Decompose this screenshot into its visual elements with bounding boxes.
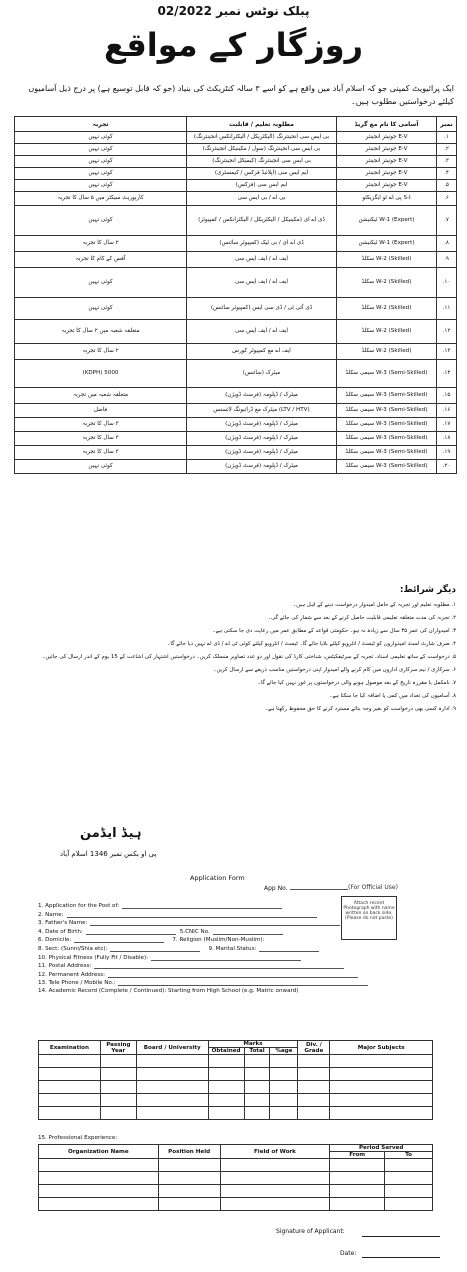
job-qualification: ایف اے / ایف ایس سی bbox=[187, 320, 337, 344]
edu-cell[interactable] bbox=[330, 1068, 433, 1081]
exp-cell[interactable] bbox=[158, 1198, 220, 1211]
job-qualification: میٹرک / ڈپلومہ (فرسٹ ڈویژن) bbox=[187, 432, 337, 446]
job-qualification: میٹرک / ڈپلومہ (فرسٹ ڈویژن) bbox=[187, 460, 337, 474]
form-field-label: 3. Father's Name: bbox=[38, 920, 88, 927]
edu-passing-header: Passing Year bbox=[100, 1041, 136, 1055]
jobs-table-header bbox=[15, 117, 457, 132]
exp-row bbox=[39, 1172, 433, 1185]
edu-cell[interactable] bbox=[100, 1068, 136, 1081]
edu-obtained-header: Obtained bbox=[208, 1048, 244, 1055]
job-qualification: بی ایس سی انجینئرنگ (الیکٹریکل / الیکٹرانکس انجینئرنگ) bbox=[187, 132, 337, 144]
edu-cell[interactable] bbox=[244, 1107, 270, 1120]
form-field-row bbox=[38, 962, 338, 971]
edu-cell[interactable] bbox=[39, 1055, 101, 1068]
job-experience: متعلقہ شعبہ میں تجربہ bbox=[15, 388, 187, 404]
job-number: ۱۳. bbox=[437, 344, 457, 360]
exp-row bbox=[39, 1159, 433, 1172]
exp-cell[interactable] bbox=[39, 1198, 159, 1211]
exp-cell[interactable] bbox=[330, 1185, 385, 1198]
job-number: ۱۷. bbox=[437, 418, 457, 432]
app-no-label bbox=[264, 884, 348, 892]
exp-cell[interactable] bbox=[39, 1159, 159, 1172]
job-number: ۹. bbox=[437, 252, 457, 268]
job-number: ۷. bbox=[437, 206, 457, 236]
job-experience: کوئی نہیں bbox=[15, 156, 187, 168]
form-field-input[interactable] bbox=[151, 954, 301, 961]
col-number: نمبر bbox=[437, 117, 457, 132]
job-qualification: ڈی اے ای / بی ٹیک (کمپیوٹر سائنس) bbox=[187, 236, 337, 252]
job-experience: کوئی نہیں bbox=[15, 206, 187, 236]
notice-number: پبلک نوٹس نمبر 02/2022 bbox=[157, 4, 310, 18]
job-experience: 5000 (KDPH) bbox=[15, 360, 187, 388]
edu-cell[interactable] bbox=[270, 1107, 298, 1120]
form-field-row bbox=[38, 911, 338, 920]
conditions-title: دیگر شرائط: bbox=[399, 585, 456, 595]
edu-cell[interactable] bbox=[270, 1068, 298, 1081]
condition-item: ۶. سرکاری / نیم سرکاری اداروں میں کام کرنے والے امیدوار اپنی درخواستیں مناسب ذریعے سے ارسال کریں۔ bbox=[213, 667, 456, 673]
job-row bbox=[15, 404, 457, 418]
edu-cell[interactable] bbox=[100, 1107, 136, 1120]
condition-item: ۳. امیدواران کی عمر ۳۵ سال سے زیادہ نہ ہو۔ حکومتی قواعد کے مطابق عمر میں رعایت دی جا سکتی ہے۔ bbox=[212, 628, 456, 634]
form-field-label: 12. Permanent Address: bbox=[38, 971, 106, 978]
job-post: W-3 (Semi-Skilled) سیمی سکلڈ bbox=[337, 360, 437, 388]
edu-cell[interactable] bbox=[270, 1094, 298, 1107]
edu-body bbox=[39, 1055, 433, 1120]
po-box-address: پی او بکس نمبر 1346 اسلام آباد bbox=[60, 850, 157, 858]
edu-cell[interactable] bbox=[330, 1107, 433, 1120]
edu-cell[interactable] bbox=[330, 1055, 433, 1068]
job-row bbox=[15, 432, 457, 446]
app-no-text: App No. bbox=[264, 885, 288, 892]
job-qualification: ایف اے / ایف ایس سی bbox=[187, 252, 337, 268]
jobs-table-body bbox=[15, 132, 457, 474]
job-experience: ۳ سال کا تجربہ bbox=[15, 418, 187, 432]
job-number: ۱۲. bbox=[437, 320, 457, 344]
edu-cell[interactable] bbox=[208, 1107, 244, 1120]
job-qualification: میٹرک / ڈپلومہ (فرسٹ ڈویژن) bbox=[187, 418, 337, 432]
edu-cell[interactable] bbox=[330, 1081, 433, 1094]
edu-cell[interactable] bbox=[208, 1094, 244, 1107]
job-experience: متعلقہ شعبہ میں ۲ سال کا تجربہ bbox=[15, 320, 187, 344]
job-post: W-3 (Semi-Skilled) سیمی سکلڈ bbox=[337, 404, 437, 418]
form-field-label: 1. Application for the Post of: bbox=[38, 903, 120, 909]
edu-header-row bbox=[39, 1041, 433, 1048]
exp-cell[interactable] bbox=[39, 1172, 159, 1185]
edu-cell[interactable] bbox=[244, 1081, 270, 1094]
job-number: ۱۴. bbox=[437, 360, 457, 388]
date-label: Date: bbox=[340, 1250, 357, 1257]
job-post: W-1 (Expert) ٹیکنیشن bbox=[337, 206, 437, 236]
job-post: W-2 (Skilled) سکلڈ bbox=[337, 320, 437, 344]
edu-row bbox=[39, 1107, 433, 1120]
job-experience: ۳ سال کا تجربہ bbox=[15, 432, 187, 446]
col-qualification: مطلوبہ تعلیم / قابلیت bbox=[187, 117, 337, 132]
exp-row bbox=[39, 1185, 433, 1198]
edu-sage-header: %age bbox=[270, 1048, 298, 1055]
form-fields bbox=[38, 902, 338, 997]
job-post: W-2 (Skilled) سکلڈ bbox=[337, 298, 437, 320]
job-number: ۲۰. bbox=[437, 460, 457, 474]
job-row bbox=[15, 180, 457, 192]
condition-item: ۱. مطلوبہ تعلیم اور تجربہ کے حامل امیدوار درخواست دینے کے اہل ہیں۔ bbox=[293, 602, 456, 608]
job-experience: کوئی نہیں bbox=[15, 268, 187, 298]
job-post: E-V جونیئر انجینئر bbox=[337, 144, 437, 156]
exp-cell[interactable] bbox=[330, 1198, 385, 1211]
job-experience: ۳ سال کا تجربہ bbox=[15, 446, 187, 460]
condition-item: ۷. نامکمل یا مقررہ تاریخ کے بعد موصول ہونے والی درخواستوں پر غور نہیں کیا جائے گا۔ bbox=[257, 680, 456, 686]
job-post: W-3 (Semi-Skilled) سیمی سکلڈ bbox=[337, 446, 437, 460]
exp-cell[interactable] bbox=[330, 1159, 385, 1172]
job-row bbox=[15, 418, 457, 432]
condition-item: ۴. صرف شارٹ لسٹ امیدواروں کو ٹیسٹ / انٹرویو کیلئے بلایا جائے گا۔ ٹیسٹ / انٹرویو کیلئے کوئی ٹی اے / ڈی اے نہیں دیا جائے گا۔ bbox=[167, 641, 456, 647]
edu-cell[interactable] bbox=[136, 1055, 208, 1068]
edu-exam-header: Examination bbox=[39, 1041, 101, 1055]
job-row bbox=[15, 320, 457, 344]
edu-cell[interactable] bbox=[136, 1107, 208, 1120]
job-number: ۴. bbox=[437, 168, 457, 180]
form-field-row bbox=[38, 919, 338, 928]
edu-row bbox=[39, 1068, 433, 1081]
job-number: ۲. bbox=[437, 144, 457, 156]
job-row bbox=[15, 360, 457, 388]
job-row bbox=[15, 344, 457, 360]
edu-cell[interactable] bbox=[208, 1081, 244, 1094]
form-field-label: 11. Postal Address: bbox=[38, 963, 92, 970]
form-field-input[interactable] bbox=[108, 971, 358, 978]
signature-field[interactable] bbox=[362, 1236, 440, 1237]
job-experience: ۲ سال کا تجربہ bbox=[15, 344, 187, 360]
form-field-row bbox=[38, 945, 338, 954]
edu-major-header: Major Subjects bbox=[330, 1041, 433, 1055]
condition-item: ۹. ادارہ کسی بھی درخواست کو بغیر وجہ بتائے مسترد کرنے کا حق محفوظ رکھتا ہے۔ bbox=[264, 706, 456, 712]
exp-cell[interactable] bbox=[385, 1172, 433, 1185]
job-qualification: ایف اے / ایف ایس سی bbox=[187, 268, 337, 298]
official-use-label: (For Official Use) bbox=[348, 884, 398, 891]
cnic-input[interactable] bbox=[213, 928, 283, 935]
job-qualification: (LTV / HTV) میٹرک مع ڈرائیونگ لائسنس bbox=[187, 404, 337, 418]
job-experience: کوئی نہیں bbox=[15, 132, 187, 144]
job-row bbox=[15, 156, 457, 168]
exp-body bbox=[39, 1159, 433, 1211]
form-field-input[interactable] bbox=[74, 936, 164, 943]
religion-label: 7. Religion (Muslim/Non-Muslim): bbox=[172, 937, 265, 944]
job-post: W-2 (Skilled) سکلڈ bbox=[337, 252, 437, 268]
job-row bbox=[15, 388, 457, 404]
edu-cell[interactable] bbox=[208, 1068, 244, 1081]
job-experience: کوئی نہیں bbox=[15, 168, 187, 180]
form-field-input[interactable] bbox=[110, 945, 200, 952]
exp-from-header: From bbox=[330, 1152, 385, 1159]
form-field-row bbox=[38, 979, 338, 988]
exp-cell[interactable] bbox=[220, 1159, 330, 1172]
academic-record-table bbox=[38, 1040, 433, 1120]
job-number: ۸. bbox=[437, 236, 457, 252]
form-field-input[interactable] bbox=[67, 911, 317, 918]
experience-label: 15. Professional Experience: bbox=[38, 1135, 118, 1141]
job-experience: کوئی نہیں bbox=[15, 144, 187, 156]
job-post: S-I پی اے ٹو ایگزیکٹو bbox=[337, 192, 437, 206]
exp-cell[interactable] bbox=[330, 1172, 385, 1185]
job-row bbox=[15, 298, 457, 320]
marital-status-input[interactable] bbox=[259, 945, 319, 952]
form-field-input[interactable] bbox=[86, 928, 176, 935]
job-post: W-1 (Expert) ٹیکنیشن bbox=[337, 236, 437, 252]
job-row bbox=[15, 206, 457, 236]
job-post: W-3 (Semi-Skilled) سیمی سکلڈ bbox=[337, 460, 437, 474]
form-field-row bbox=[38, 988, 338, 997]
job-qualification: بی اے / بی ایس سی bbox=[187, 192, 337, 206]
col-experience: تجربہ bbox=[15, 117, 187, 132]
job-qualification: میٹرک / ڈپلومہ (فرسٹ ڈویژن) bbox=[187, 388, 337, 404]
conditions-list bbox=[14, 600, 456, 717]
edu-row bbox=[39, 1094, 433, 1107]
exp-header-row bbox=[39, 1145, 433, 1152]
exp-cell[interactable] bbox=[385, 1198, 433, 1211]
experience-table bbox=[38, 1144, 433, 1211]
edu-row bbox=[39, 1055, 433, 1068]
intro-text: ایک پرائیویٹ کمپنی جو کہ اسلام آباد میں واقع ہے کو اسے ۳ سالہ کنٹریکٹ کی بنیاد (جو کہ قابل توسیع ہے) پر درج ذیل آسامیوں کیلئے درخواستیں مطلوب ہیں۔ bbox=[28, 84, 454, 106]
job-number: ۶. bbox=[437, 192, 457, 206]
job-number: ۵. bbox=[437, 180, 457, 192]
exp-cell[interactable] bbox=[158, 1159, 220, 1172]
edu-cell[interactable] bbox=[100, 1094, 136, 1107]
job-row bbox=[15, 192, 457, 206]
edu-cell[interactable] bbox=[39, 1068, 101, 1081]
edu-cell[interactable] bbox=[298, 1107, 330, 1120]
exp-field-header: Field of Work bbox=[220, 1145, 330, 1159]
job-experience: فاضل bbox=[15, 404, 187, 418]
job-post: W-2 (Skilled) سکلڈ bbox=[337, 344, 437, 360]
signature-label: Signature of Applicant: bbox=[276, 1228, 345, 1235]
form-field-row bbox=[38, 954, 338, 963]
edu-cell[interactable] bbox=[136, 1068, 208, 1081]
job-number: ۱۰. bbox=[437, 268, 457, 298]
job-qualification: میٹرک / ڈپلومہ (فرسٹ ڈویژن) bbox=[187, 446, 337, 460]
exp-cell[interactable] bbox=[385, 1185, 433, 1198]
edu-cell[interactable] bbox=[244, 1068, 270, 1081]
job-post: W-3 (Semi-Skilled) سیمی سکلڈ bbox=[337, 388, 437, 404]
page-title: روزگار کے مواقع bbox=[103, 26, 364, 64]
form-field-input[interactable] bbox=[94, 962, 344, 969]
job-row bbox=[15, 268, 457, 298]
job-row bbox=[15, 460, 457, 474]
form-field-label: 14. Academic Record (Complete / Continued): Starting from High School (e.g. Matric onward) bbox=[38, 987, 299, 994]
job-post: E-V جونیئر انجینئر bbox=[337, 132, 437, 144]
photo-box[interactable]: Attach recent Photograph with name written on back side. (Please do not paste) bbox=[341, 896, 397, 940]
edu-cell[interactable] bbox=[208, 1055, 244, 1068]
job-experience: کوئی نہیں bbox=[15, 298, 187, 320]
job-number: ۱۸. bbox=[437, 432, 457, 446]
job-post: W-2 (Skilled) سکلڈ bbox=[337, 268, 437, 298]
job-qualification: ایم ایس سی (فزکس) bbox=[187, 180, 337, 192]
exp-row bbox=[39, 1198, 433, 1211]
form-field-input[interactable] bbox=[90, 919, 340, 926]
edu-cell[interactable] bbox=[298, 1081, 330, 1094]
job-row bbox=[15, 168, 457, 180]
condition-item: ۲. تجربہ کی مدت متعلقہ تعلیمی قابلیت حاصل کرنے کے بعد سے شمار کی جائے گی۔ bbox=[267, 615, 456, 621]
edu-cell[interactable] bbox=[270, 1055, 298, 1068]
exp-position-header: Position Held bbox=[158, 1145, 220, 1159]
job-experience: کارپوریٹ سیکٹر میں ۵ سال کا تجربہ bbox=[15, 192, 187, 206]
job-number: ۱. bbox=[437, 132, 457, 144]
edu-cell[interactable] bbox=[136, 1094, 208, 1107]
job-qualification: ایم ایس سی (اپلائیڈ فزکس / کیمسٹری) bbox=[187, 168, 337, 180]
job-row bbox=[15, 132, 457, 144]
job-qualification: میٹرک (سائنس) bbox=[187, 360, 337, 388]
edu-cell[interactable] bbox=[136, 1081, 208, 1094]
job-qualification: ڈی آئی ٹی / ڈی سی ایس (کمپیوٹر سائنس) bbox=[187, 298, 337, 320]
form-field-label: 8. Sect: (Sunni/Shia etc): bbox=[38, 945, 108, 952]
job-qualification: بی ایس سی انجینئرنگ (کیمیکل انجینئرنگ) bbox=[187, 156, 337, 168]
form-field-row bbox=[38, 902, 338, 911]
exp-cell[interactable] bbox=[158, 1185, 220, 1198]
exp-org-header: Organization Name bbox=[39, 1145, 159, 1159]
form-field-label: 13. Tele Phone / Mobile No.: bbox=[38, 980, 116, 987]
col-post: آسامی کا نام مع گریڈ bbox=[337, 117, 437, 132]
form-field-label: 10. Physical Fitness (Fully Fit / Disable): bbox=[38, 954, 149, 961]
job-post: E-V جونیئر انجینئر bbox=[337, 168, 437, 180]
exp-to-header: To bbox=[385, 1152, 433, 1159]
condition-item: ۵. درخواست کے ساتھ تعلیمی اسناد، تجربہ کے سرٹیفکیٹس، شناختی کارڈ کی نقول اور دو عدد تصاویر منسلک کریں۔ درخواستیں اشتہار کی اشاعت کے 15 یوم کے اندر ارسال کی جائیں۔ bbox=[42, 654, 456, 660]
edu-board-header: Board / University bbox=[136, 1041, 208, 1055]
job-row bbox=[15, 252, 457, 268]
edu-cell[interactable] bbox=[298, 1055, 330, 1068]
edu-cell[interactable] bbox=[244, 1094, 270, 1107]
edu-marks-header: Marks bbox=[208, 1041, 298, 1048]
cnic-label: 5.CNIC No. bbox=[179, 928, 210, 935]
exp-cell[interactable] bbox=[158, 1172, 220, 1185]
job-row bbox=[15, 236, 457, 252]
job-post: E-V جونیئر انجینئر bbox=[337, 156, 437, 168]
form-field-label: 6. Domicile: bbox=[38, 937, 72, 944]
form-field-input[interactable] bbox=[118, 979, 368, 986]
job-number: ۱۵. bbox=[437, 388, 457, 404]
edu-row bbox=[39, 1081, 433, 1094]
exp-cell[interactable] bbox=[39, 1185, 159, 1198]
app-no-field[interactable] bbox=[290, 884, 348, 890]
signatory: ہیڈ ایڈمن bbox=[80, 826, 142, 841]
exp-cell[interactable] bbox=[385, 1159, 433, 1172]
edu-cell[interactable] bbox=[100, 1081, 136, 1094]
exp-cell[interactable] bbox=[220, 1185, 330, 1198]
form-field-row bbox=[38, 928, 338, 937]
job-row bbox=[15, 446, 457, 460]
job-number: ۳. bbox=[437, 156, 457, 168]
job-qualification: ڈی اے ای (مکینیکل / الیکٹریکل / الیکٹرانکس / کمپیوٹر) bbox=[187, 206, 337, 236]
form-field-label: 2. Name: bbox=[38, 911, 64, 918]
condition-item: ۸. آسامیوں کی تعداد میں کمی یا اضافہ کیا جا سکتا ہے۔ bbox=[329, 693, 456, 699]
job-qualification: ایف اے مع کمپیوٹر کورس bbox=[187, 344, 337, 360]
edu-cell[interactable] bbox=[270, 1081, 298, 1094]
job-post: W-3 (Semi-Skilled) سیمی سکلڈ bbox=[337, 432, 437, 446]
job-experience: آفس کے کام کا تجربہ bbox=[15, 252, 187, 268]
job-number: ۱۹. bbox=[437, 446, 457, 460]
edu-cell[interactable] bbox=[39, 1094, 101, 1107]
exp-cell[interactable] bbox=[220, 1172, 330, 1185]
job-experience: ۲ سال کا تجربہ bbox=[15, 236, 187, 252]
edu-cell[interactable] bbox=[39, 1107, 101, 1120]
form-field-input[interactable] bbox=[122, 902, 282, 909]
form-field-row bbox=[38, 971, 338, 980]
edu-cell[interactable] bbox=[100, 1055, 136, 1068]
edu-cell[interactable] bbox=[244, 1055, 270, 1068]
job-post: W-3 (Semi-Skilled) سیمی سکلڈ bbox=[337, 418, 437, 432]
jobs-table bbox=[14, 116, 457, 474]
edu-total-header: Total bbox=[244, 1048, 270, 1055]
job-qualification: بی ایس سی انجینئرنگ (سول / مکینیکل انجینئرنگ) bbox=[187, 144, 337, 156]
date-field[interactable] bbox=[362, 1257, 440, 1258]
edu-cell[interactable] bbox=[298, 1094, 330, 1107]
edu-cell[interactable] bbox=[39, 1081, 101, 1094]
edu-cell[interactable] bbox=[298, 1068, 330, 1081]
job-post: E-V جونیئر انجینئر bbox=[337, 180, 437, 192]
exp-period-header: Period Served bbox=[330, 1145, 433, 1152]
edu-cell[interactable] bbox=[330, 1094, 433, 1107]
job-number: ۱۱. bbox=[437, 298, 457, 320]
job-row bbox=[15, 144, 457, 156]
marital-status-label: 9. Marital Status: bbox=[208, 945, 257, 952]
form-field-label: 4. Date of Birth: bbox=[38, 928, 83, 935]
edu-div-header: Div. / Grade bbox=[298, 1041, 330, 1055]
job-number: ۱۶. bbox=[437, 404, 457, 418]
job-experience: کوئی نہیں bbox=[15, 180, 187, 192]
exp-cell[interactable] bbox=[220, 1198, 330, 1211]
form-field-row bbox=[38, 936, 338, 945]
application-form-title: Application Form bbox=[190, 874, 245, 882]
job-experience: کوئی نہیں bbox=[15, 460, 187, 474]
